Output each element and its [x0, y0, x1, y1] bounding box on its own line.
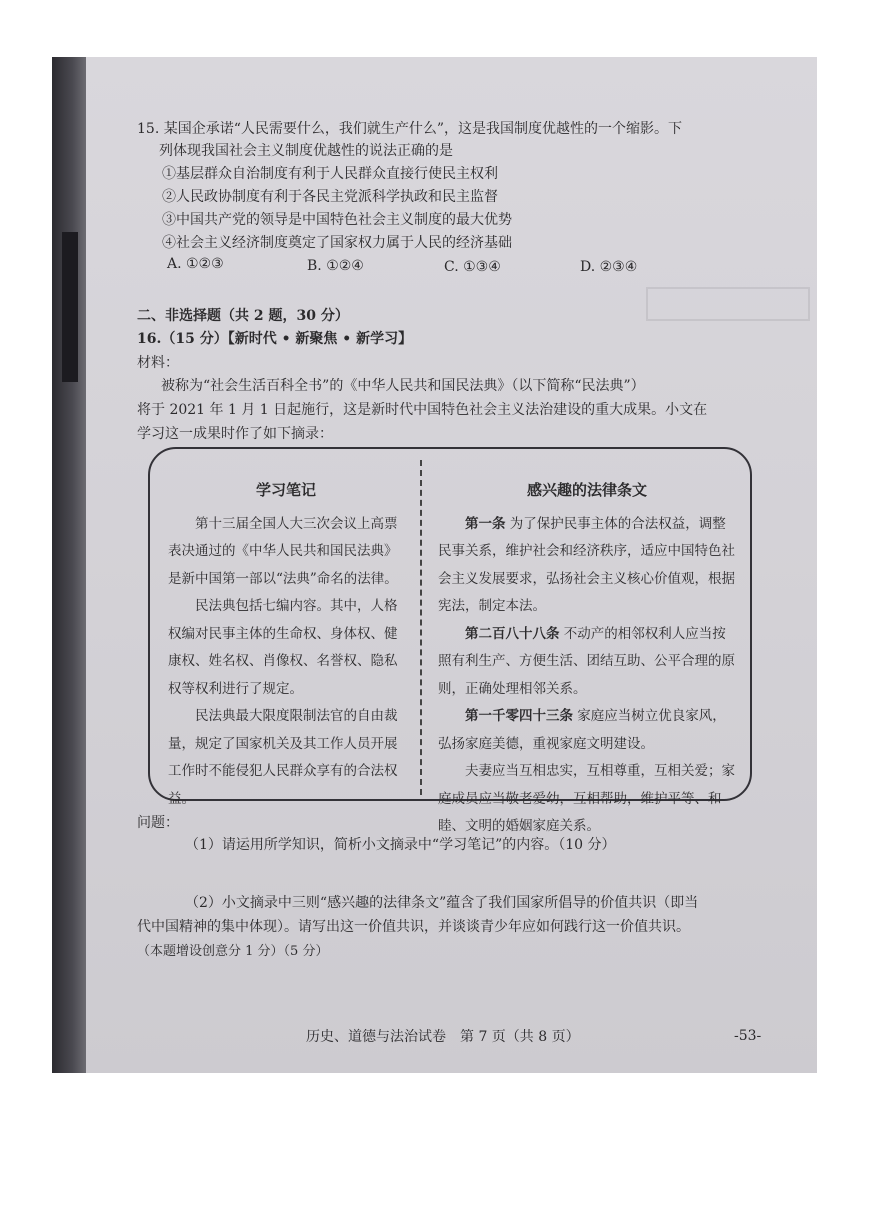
material-line3: 学习这一成果时作了如下摘录：	[137, 426, 333, 442]
q15-option-c: C. ①③④	[444, 259, 501, 275]
article-1-text: 为了保护民事主体的合法权益，调整民事关系，维护社会和经济秩序，适应中国特色社会主义发展要求，弘扬社会主义核心价值观，根据宪法，制定本法。	[438, 515, 735, 614]
q15-item-2: ②人民政协制度有利于各民主党派科学执政和民主监督	[162, 189, 498, 205]
study-notes-title: 学习笔记	[255, 481, 316, 499]
question-2-line1: （2）小文摘录中三则“感兴趣的法律条文”蕴含了我们国家所倡导的价值共识（即当	[185, 895, 699, 911]
law-articles-column	[438, 477, 736, 841]
article-288	[438, 621, 736, 704]
questions-label: 问题：	[137, 815, 179, 831]
q15-stem-line2: 列体现我国社会主义制度优越性的说法正确的是	[159, 143, 453, 159]
law-articles-title: 感兴趣的法律条文	[526, 481, 647, 499]
page-number: -53-	[734, 1028, 762, 1044]
article-1043-cont	[438, 758, 736, 841]
study-notes-para-2: 民法典包括七编内容。其中，人格权编对民事主体的生命权、身体权、健康权、姓名权、肖像权、名誉权、隐私权等权利进行了规定。	[168, 598, 398, 697]
article-1-lead: 第一条	[465, 515, 506, 532]
page-footer: 历史、道德与法治试卷 第 7 页（共 8 页）	[306, 1029, 580, 1045]
excerpt-divider	[420, 460, 422, 795]
article-288-lead: 第二百八十八条	[465, 625, 560, 642]
material-line1: 被称为“社会生活百科全书”的《中华人民共和国民法典》（以下简称“民法典”）	[161, 378, 645, 394]
q15-option-d: D. ②③④	[580, 259, 638, 275]
book-edge	[52, 57, 86, 1073]
section-heading: 二、非选择题（共 2 题，30 分）	[137, 308, 349, 324]
q15-item-1: ①基层群众自治制度有利于人民群众直接行使民主权利	[162, 166, 498, 182]
photo-frame	[52, 57, 817, 1073]
spine-tab	[62, 232, 78, 382]
question-1: （1）请运用所学知识，简析小文摘录中“学习笔记”的内容。（10 分）	[185, 837, 616, 853]
q16-header: 16.（15 分）【新时代 • 新聚焦 • 新学习】	[137, 331, 413, 347]
material-line2: 将于 2021 年 1 月 1 日起施行，这是新时代中国特色社会主义法治建设的重大成果。小文在	[137, 402, 708, 418]
question-2-line2: 代中国精神的集中体现）。请写出这一价值共识，并谈谈青少年应如何践行这一价值共识。	[137, 919, 690, 935]
study-notes-para-3: 民法典最大限度限制法官的自由裁量，规定了国家机关及其工作人员开展工作时不能侵犯人民群众享有的合法权益。	[168, 708, 398, 807]
exam-page	[86, 57, 817, 1073]
study-notes-para-1: 第十三届全国人大三次会议上高票表决通过的《中华人民共和国民法典》是新中国第一部以“法典”命名的法律。	[168, 515, 398, 587]
article-1043-text: 家庭应当树立优良家风，弘扬家庭美德，重视家庭文明建设。	[438, 708, 726, 752]
article-1	[438, 511, 736, 621]
article-1043-lead: 第一千零四十三条	[465, 708, 573, 724]
article-288-text: 不动产的相邻权利人应当按照有利生产、方便生活、团结互助、公平合理的原则，正确处理相邻关系。	[438, 625, 735, 697]
q15-option-b: B. ①②④	[307, 258, 364, 274]
q15-stem-line1: 15. 某国企承诺“人民需要什么，我们就生产什么”，这是我国制度优越性的一个缩影。下	[137, 121, 683, 137]
q15-option-a: A. ①②③	[167, 256, 224, 272]
question-2-line3: （本题增设创意分 1 分）（5 分）	[137, 944, 329, 959]
article-1043	[438, 703, 736, 758]
bleed-through-box	[646, 287, 810, 321]
article-1043-cont-text: 夫妻应当互相忠实，互相尊重，互相关爱；家庭成员应当敬老爱幼，互相帮助，维护平等、和睦、文明的婚姻家庭关系。	[438, 763, 735, 834]
material-label: 材料：	[137, 355, 179, 371]
q15-item-3: ③中国共产党的领导是中国特色社会主义制度的最大优势	[162, 212, 512, 228]
q15-item-4: ④社会主义经济制度奠定了国家权力属于人民的经济基础	[162, 235, 512, 251]
study-notes-column	[168, 477, 404, 813]
